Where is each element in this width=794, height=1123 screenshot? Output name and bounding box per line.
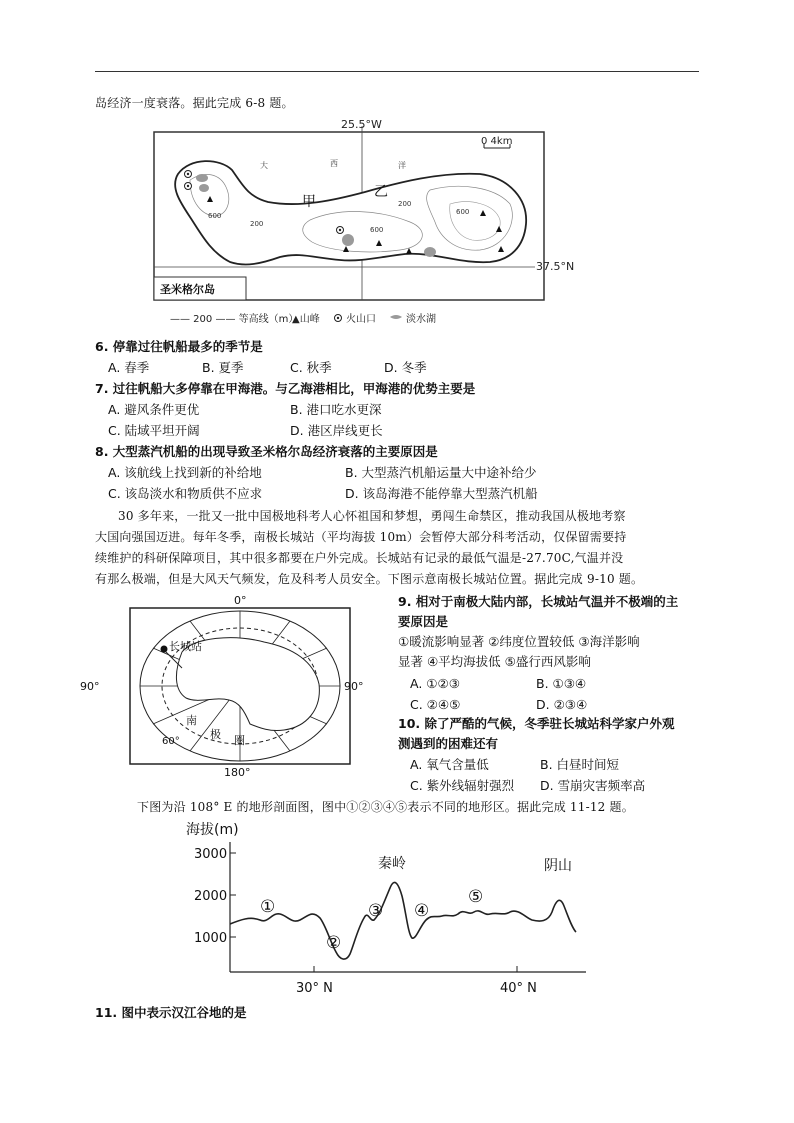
circle-label-2: 极 [210, 728, 221, 741]
passage-tail: 岛经济一度衰落。据此完成 6-8 题。 [95, 96, 294, 110]
q8-option-b: B. 大型蒸汽机船运量大中途补给少 [345, 465, 537, 480]
profile-ylabel: 海拔(m) [186, 822, 239, 838]
q8-option-c: C. 该岛淡水和物质供不应求 [108, 486, 263, 501]
q8-option-a: A. 该航线上找到新的补给地 [108, 465, 262, 480]
sao-miguel-map [150, 112, 600, 332]
contour-label: 600 [456, 208, 470, 216]
q6-option-a: A. 春季 [108, 360, 150, 375]
zone-5-label: ⑤ [468, 887, 484, 907]
q9-stem-line1: 9. 相对于南极大陆内部，长城站气温并不极端的主 [398, 594, 679, 609]
circle-label-1: 南 [186, 714, 197, 727]
q9-option-a: A. ①②③ [410, 676, 460, 691]
q9-items-line2: 显著 ④平均海拔低 ⑤盛行西风影响 [398, 654, 591, 669]
q6-option-d: D. 冬季 [384, 360, 427, 375]
contour-label: 600 [370, 226, 384, 234]
antarctic-map [74, 592, 374, 780]
island-name: 圣米格尔岛 [160, 283, 215, 296]
profile-line [230, 882, 576, 959]
scale-label: 0 4km [481, 136, 513, 147]
station-marker [161, 646, 168, 653]
station-label: 长城站 [169, 640, 202, 653]
ytick-2000: 2000 [194, 889, 228, 904]
q7-stem: 7. 过往帆船大多停靠在甲海港。与乙海港相比，甲海港的优势主要是 [95, 381, 476, 396]
sea-label-1: 大 [260, 161, 268, 170]
longitude-label: 25.5°W [341, 118, 382, 131]
yinshan-label: 阴山 [544, 858, 572, 874]
header-rule [95, 71, 699, 72]
q10-option-c: C. 紫外线辐射强烈 [410, 778, 515, 793]
q7-option-c: C. 陆域平坦开阔 [108, 423, 200, 438]
port-jia-label: 甲 [302, 194, 316, 210]
legend-crater: 火山口 [346, 314, 376, 325]
q7-option-b: B. 港口吃水更深 [290, 402, 382, 417]
terrain-profile [180, 816, 600, 998]
zone-2-label: ② [326, 933, 342, 953]
q9-items-line1: ①暖流影响显著 ②纬度位置较低 ③海洋影响 [398, 634, 640, 649]
lon-180-label: 180° [224, 766, 251, 779]
passage2-line1: 30 多年来，一批又一批中国极地科考人心怀祖国和梦想，勇闯生命禁区，推动我国从极地考察 [118, 509, 626, 523]
q10-stem-line2: 测遇到的困难还有 [398, 736, 499, 751]
qinling-label: 秦岭 [378, 856, 406, 872]
lon-90e-label: 90° [344, 680, 364, 693]
legend-contour: —— 200 —— 等高线（m） [170, 314, 299, 325]
ytick-1000: 1000 [194, 931, 228, 946]
lon-90w-label: 90° [80, 680, 100, 693]
lon-0-label: 0° [234, 594, 247, 607]
q6-option-b: B. 夏季 [202, 360, 244, 375]
q9-option-b: B. ①③④ [536, 676, 587, 691]
contour-label: 200 [398, 200, 412, 208]
passage2-line3: 续维护的科研保障项目，其中很多都要在户外完成。长城站有记录的最低气温是-27.70C,气温并没 [95, 551, 624, 565]
q8-stem: 8. 大型蒸汽机船的出现导致圣米格尔岛经济衰落的主要原因是 [95, 444, 438, 459]
xtick-30n: 30° N [296, 981, 333, 996]
lat-60-label: 60° [162, 736, 180, 747]
q9-option-d: D. ②③④ [536, 697, 588, 712]
q11-stem: 11. 图中表示汉江谷地的是 [95, 1005, 247, 1020]
sea-label-3: 洋 [398, 161, 406, 170]
xtick-40n: 40° N [500, 981, 537, 996]
sea-label-2: 西 [330, 159, 338, 168]
port-yi-label: 乙 [374, 184, 388, 200]
ytick-3000: 3000 [194, 847, 228, 862]
q8-option-d: D. 该岛海港不能停靠大型蒸汽机船 [345, 486, 538, 501]
zone-3-label: ③ [368, 901, 384, 921]
q10-option-d: D. 雪崩灾害频率高 [540, 778, 646, 793]
q9-option-c: C. ②④⑤ [410, 697, 461, 712]
q6-option-c: C. 秋季 [290, 360, 332, 375]
zone-1-label: ① [260, 897, 276, 917]
contour-label: 600 [208, 212, 222, 220]
passage2-line4: 有那么极端，但是大风天气频发，危及科考人员安全。下图示意南极长城站位置。据此完成 9-10 题。 [95, 572, 644, 586]
legend-peak: ▲山峰 [292, 314, 320, 325]
q10-option-a: A. 氧气含量低 [410, 757, 489, 772]
q7-option-d: D. 港区岸线更长 [290, 423, 383, 438]
q10-stem-line1: 10. 除了严酷的气候，冬季驻长城站科学家户外观 [398, 716, 675, 731]
latitude-label: 37.5°N [536, 260, 575, 273]
legend-lake: 淡水湖 [406, 314, 436, 325]
passage2-line2: 大国向强国迈进。每年冬季，南极长城站（平均海拔 10m）会暂停大部分科考活动，仅保留需要持 [95, 530, 627, 544]
q9-stem-line2: 要原因是 [398, 614, 449, 629]
zone-4-label: ④ [414, 901, 430, 921]
q7-option-a: A. 避风条件更优 [108, 402, 200, 417]
profile-intro: 下图为沿 108° E 的地形剖面图，图中①②③④⑤表示不同的地形区。据此完成 11-12 题。 [137, 800, 634, 814]
circle-label-3: 圈 [234, 734, 245, 747]
q6-stem: 6. 停靠过往帆船最多的季节是 [95, 339, 263, 354]
contour-label: 200 [250, 220, 264, 228]
q10-option-b: B. 白昼时间短 [540, 757, 620, 772]
